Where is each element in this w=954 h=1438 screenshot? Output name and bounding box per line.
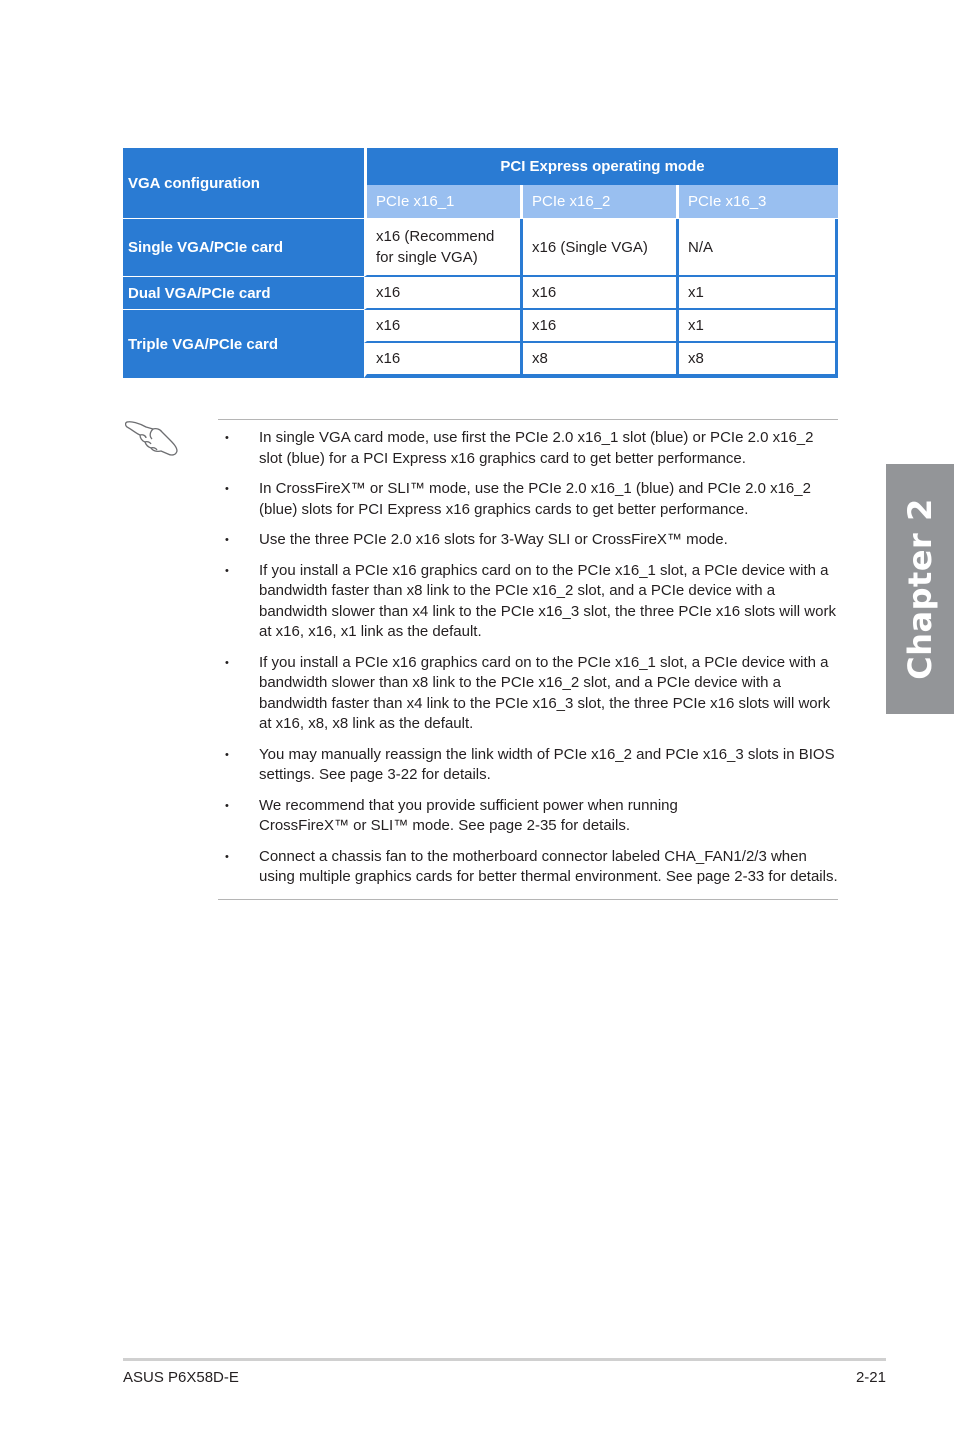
row-label-dual-vga: Dual VGA/PCIe card <box>123 277 364 310</box>
vga-configuration-table <box>123 148 838 378</box>
note-text: We recommend that you provide sufficient power when running CrossFireX™ or SLI™ mode. See page 2-35 for details. <box>259 796 678 834</box>
footer-product-name: ASUS P6X58D-E <box>123 1369 239 1386</box>
note-text: In CrossFireX™ or SLI™ mode, use the PCIe 2.0 x16_1 (blue) and PCIe 2.0 x16_2 (blue) slots for PCI Express x16 graphics cards to get better performance. <box>259 480 811 518</box>
bullet: • <box>225 850 229 863</box>
table-row <box>123 310 838 343</box>
table-cell: x16 <box>364 343 520 378</box>
table-cell: x16 (Single VGA) <box>520 219 676 277</box>
list-item <box>218 653 838 735</box>
bullet: • <box>225 534 229 546</box>
table-row <box>123 219 838 277</box>
row-label-single-vga: Single VGA/PCIe card <box>123 219 364 277</box>
row-label-triple-vga: Triple VGA/PCIe card <box>128 335 279 353</box>
table-cell: x16 (Recommend for single VGA) <box>364 219 520 277</box>
note-text: You may manually reassign the link width of PCIe x16_2 and PCIe x16_3 slots in BIOS settings. See page 3-22 for details. <box>259 745 835 783</box>
column-header-pcie-x16-2: PCIe x16_2 <box>520 185 676 219</box>
chapter-tab <box>886 464 954 714</box>
chapter-tab-label: Chapter 2 <box>901 498 939 680</box>
table-cell: x8 <box>676 343 838 378</box>
note-text: In single VGA card mode, use first the PCIe 2.0 x16_1 slot (blue) or PCIe 2.0 x16_2 slot (blue) for a PCI Express x16 graphics card to get better performance. <box>259 429 814 467</box>
note-text: Use the three PCIe 2.0 x16 slots for 3-Way SLI or CrossFireX™ mode. <box>259 531 728 548</box>
bullet: • <box>225 799 229 812</box>
note-text: If you install a PCIe x16 graphics card on to the PCIe x16_1 slot, a PCIe device with a bandwidth faster than x8 link to the PCIe x16_2 slot, and a PCIe device with a bandwidth slower than x4 link to the PCIe x16_3 slot, the three PCIe x16 slots will work at x16, x16, x1 link as the default. <box>259 561 836 640</box>
note-list <box>218 428 838 888</box>
table-cell: x16 <box>520 277 676 310</box>
table-cell: x8 <box>520 343 676 378</box>
header-pci-express-operating-mode: PCI Express operating mode <box>364 148 838 185</box>
bullet: • <box>225 432 229 444</box>
pointing-hand-icon <box>125 414 181 458</box>
list-item <box>218 847 838 888</box>
column-header-pcie-x16-1: PCIe x16_1 <box>364 185 520 219</box>
list-item <box>218 530 838 551</box>
table-cell: x1 <box>676 277 838 310</box>
list-item <box>218 796 838 837</box>
note-text: Connect a chassis fan to the motherboard connector labeled CHA_FAN1/2/3 when using multiple graphics cards for better thermal environment. See page 2-33 for details. <box>259 847 838 885</box>
bullet: • <box>225 483 229 495</box>
table-cell: x16 <box>364 277 520 310</box>
list-item <box>218 745 838 786</box>
footer-divider <box>123 1358 886 1361</box>
table-cell: x16 <box>364 310 520 343</box>
table-cell: x1 <box>676 310 838 343</box>
header-vga-configuration: VGA configuration <box>123 148 364 219</box>
footer-page-number: 2-21 <box>855 1369 886 1386</box>
bullet: • <box>225 656 229 669</box>
table-row <box>123 277 838 310</box>
list-item <box>218 479 838 520</box>
bullet: • <box>225 748 229 761</box>
column-header-pcie-x16-3: PCIe x16_3 <box>676 185 838 219</box>
list-item <box>218 428 838 469</box>
table-cell: N/A <box>676 219 838 277</box>
bullet: • <box>225 564 229 577</box>
table-cell: x16 <box>520 310 676 343</box>
note-text: If you install a PCIe x16 graphics card on to the PCIe x16_1 slot, a PCIe device with a bandwidth slower than x8 link to the PCIe x16_2 slot, and a PCIe device with a bandwidth faster than x4 link to the PCIe x16_3 slot, the three PCIe x16 slots will work at x16, x8, x8 link as the default. <box>259 653 831 732</box>
note-box <box>218 419 838 900</box>
list-item <box>218 561 838 643</box>
